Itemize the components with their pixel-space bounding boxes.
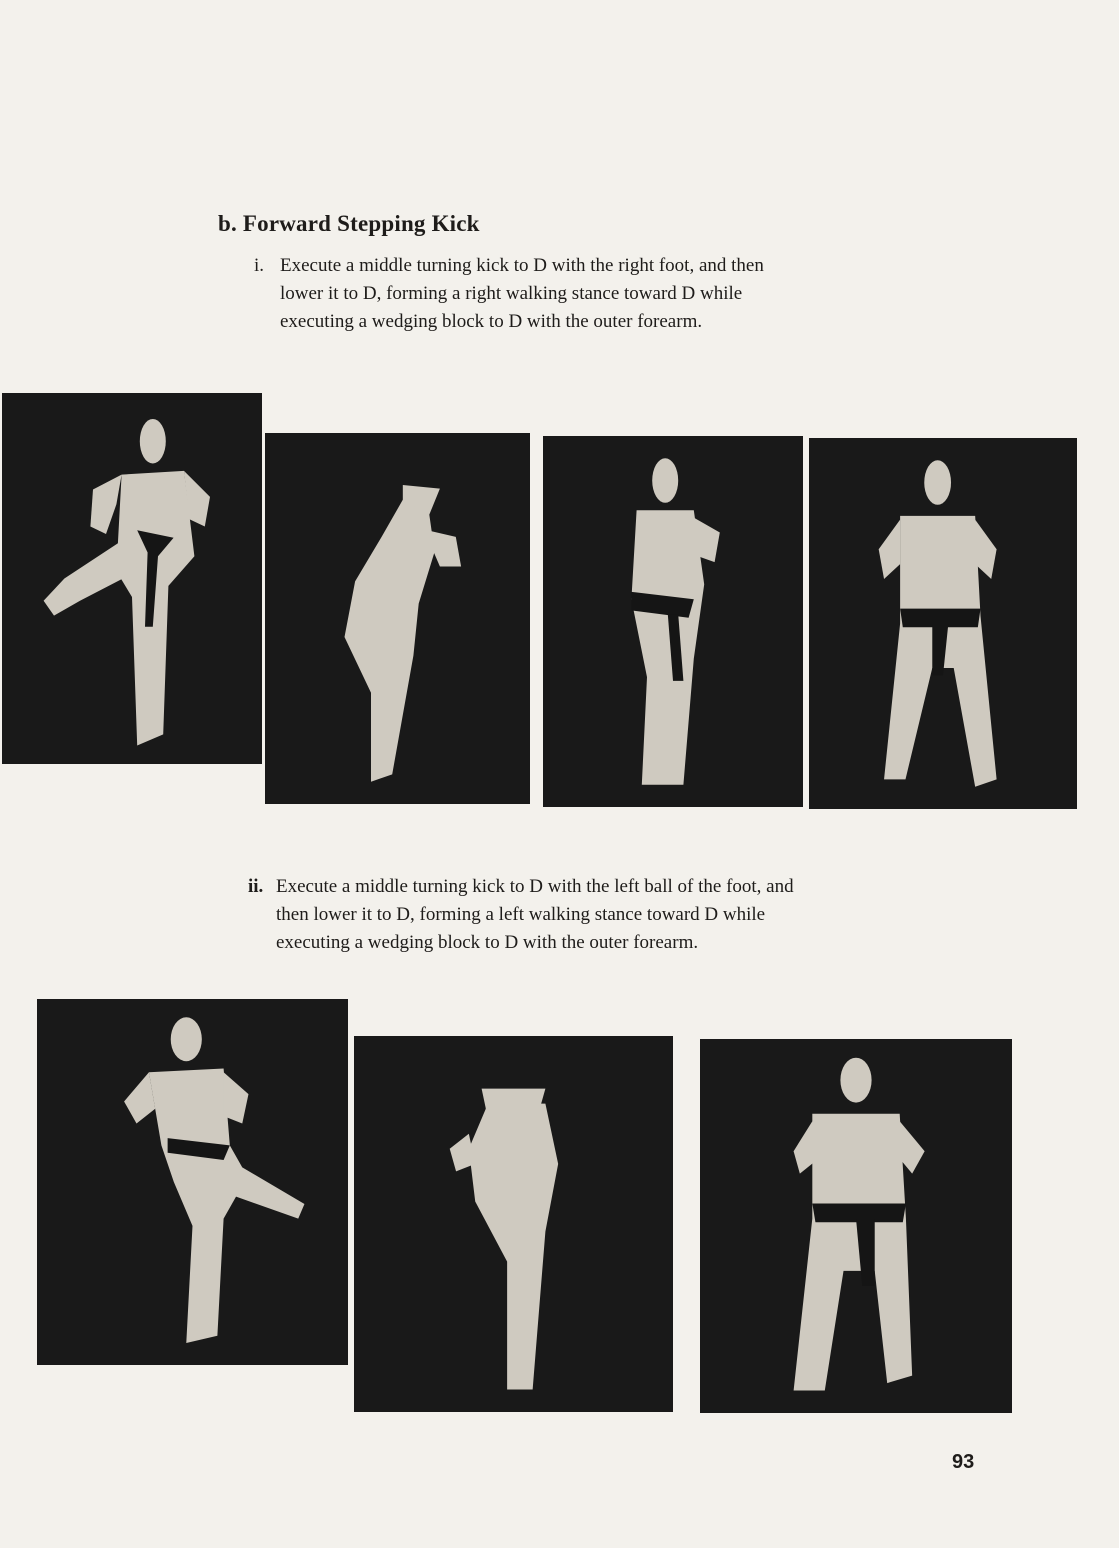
step-text-line: then lower it to D, forming a left walking stance toward D while (276, 904, 766, 925)
page-number: 93 (952, 1451, 975, 1473)
photo-step1-turning-kick (265, 433, 530, 804)
step-text-line: executing a wedging block to D with the outer forearm. (280, 311, 703, 332)
step-1 (254, 252, 980, 336)
photo-step2-turning-kick (354, 1036, 673, 1412)
section-heading: b. Forward Stepping Kick (218, 211, 480, 236)
step-text-line: Execute a middle turning kick to D with the right foot, and then (280, 255, 764, 276)
step-2 (248, 873, 986, 957)
step-number: ii. (248, 876, 264, 897)
step-text-line: executing a wedging block to D with the outer forearm. (276, 932, 699, 953)
step-text-line: Execute a middle turning kick to D with the left ball of the foot, and (276, 876, 794, 897)
photo-step1-landing (543, 436, 803, 807)
step-number: i. (254, 255, 265, 276)
photo-step1-walking-stance-block (809, 438, 1077, 809)
photo-step2-kick-chamber (37, 999, 348, 1365)
step-text-line: lower it to D, forming a right walking stance toward D while (280, 283, 743, 304)
photo-step1-kick-chamber (2, 393, 262, 764)
photo-step2-walking-stance-block (700, 1039, 1012, 1413)
